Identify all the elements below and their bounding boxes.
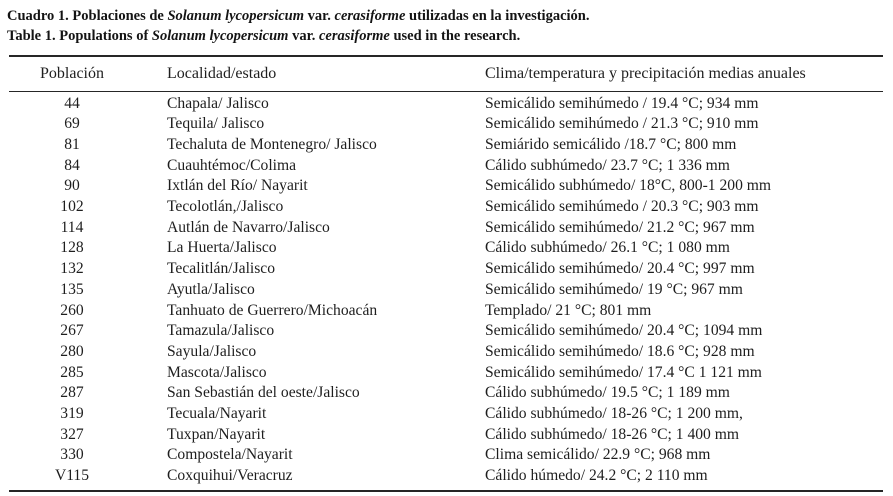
cell-climate: Cálido subhúmedo/ 18-26 °C; 1 200 mm,	[485, 405, 743, 423]
cell-locality: Chapala/ Jalisco	[167, 94, 269, 112]
cell-population: 287	[60, 384, 84, 402]
cell-population: 327	[60, 425, 84, 443]
cell-locality: Tecolotlán,/Jalisco	[167, 198, 284, 216]
cell-population: 285	[60, 363, 84, 381]
header-climate: Clima/temperatura y precipitación medias anuales	[485, 64, 806, 82]
table-row	[9, 259, 883, 280]
table-header	[9, 56, 883, 91]
cell-population: 267	[60, 322, 84, 340]
cell-locality: Compostela/Nayarit	[167, 446, 293, 464]
cell-population: 102	[60, 198, 84, 216]
cell-climate: Semiárido semicálido /18.7 °C; 800 mm	[485, 135, 737, 153]
table-row	[9, 404, 883, 425]
table-row	[9, 445, 883, 466]
cell-climate: Cálido húmedo/ 24.2 °C; 2 110 mm	[485, 467, 708, 485]
species-name-es: Solanum lycopersicum	[167, 8, 305, 24]
caption-es-var: var.	[304, 8, 335, 24]
table-row	[9, 466, 883, 491]
table-caption-es	[7, 6, 883, 26]
table-row	[9, 301, 883, 322]
cell-climate: Semicálido semihúmedo/ 18.6 °C; 928 mm	[485, 342, 755, 360]
cell-locality: Ixtlán del Río/ Nayarit	[167, 177, 308, 195]
cell-climate: Cálido subhúmedo/ 18-26 °C; 1 400 mm	[485, 425, 739, 443]
cell-climate: Semicálido semihúmedo/ 21.2 °C; 967 mm	[485, 218, 755, 236]
cell-climate: Semicálido semihúmedo/ 19 °C; 967 mm	[485, 280, 743, 298]
cell-climate: Semicálido semihúmedo / 20.3 °C; 903 mm	[485, 198, 759, 216]
cell-locality: Tuxpan/Nayarit	[167, 425, 266, 443]
table-row	[9, 114, 883, 135]
cell-climate: Semicálido semihúmedo/ 17.4 °C 1 121 mm	[485, 363, 762, 381]
cell-climate: Semicálido semihúmedo/ 20.4 °C; 1094 mm	[485, 322, 763, 340]
cell-population: 90	[64, 177, 80, 195]
cell-locality: Tequila/ Jalisco	[167, 115, 265, 133]
cell-climate: Templado/ 21 °C; 801 mm	[485, 301, 652, 319]
cell-climate: Semicálido subhúmedo/ 18°C, 800-1 200 mm	[485, 177, 772, 195]
table-row	[9, 280, 883, 301]
cell-population: 84	[64, 156, 80, 174]
populations-table-wrap	[9, 55, 883, 492]
cell-population: 114	[60, 218, 84, 236]
cell-locality: Techaluta de Montenegro/ Jalisco	[167, 135, 377, 153]
header-population: Población	[40, 64, 104, 82]
cell-population: 128	[60, 239, 84, 257]
table-row	[9, 425, 883, 446]
caption-es-text: Cuadro 1. Poblaciones de	[7, 8, 168, 24]
table-row	[9, 91, 883, 114]
table-caption-en	[7, 26, 883, 46]
cell-locality: Coxquihui/Veracruz	[167, 467, 293, 485]
cell-climate: Clima semicálido/ 22.9 °C; 968 mm	[485, 446, 711, 464]
table-row	[9, 383, 883, 404]
cell-locality: Tecuala/Nayarit	[167, 405, 267, 423]
variety-name-es: cerasiforme	[334, 8, 406, 24]
table-row	[9, 197, 883, 218]
table-row	[9, 176, 883, 197]
cell-locality: Tecalitlán/Jalisco	[167, 260, 276, 278]
cell-population: 319	[60, 405, 84, 423]
table-row	[9, 342, 883, 363]
cell-locality: San Sebastián del oeste/Jalisco	[167, 384, 360, 402]
cell-climate: Semicálido semihúmedo / 21.3 °C; 910 mm	[485, 115, 759, 133]
cell-climate: Semicálido semihúmedo/ 20.4 °C; 997 mm	[485, 260, 755, 278]
cell-population: 44	[64, 94, 80, 112]
header-row	[9, 56, 883, 91]
cell-locality: Mascota/Jalisco	[167, 363, 267, 381]
table-row	[9, 363, 883, 384]
cell-population: 132	[60, 260, 84, 278]
cell-climate: Cálido subhúmedo/ 23.7 °C; 1 336 mm	[485, 156, 730, 174]
caption-en-var: var.	[288, 28, 319, 44]
cell-population: 330	[60, 446, 84, 464]
species-name-en: Solanum lycopersicum	[151, 28, 289, 44]
table-row	[9, 156, 883, 177]
cell-population: 280	[60, 342, 84, 360]
cell-locality: Tanhuato de Guerrero/Michoacán	[167, 301, 378, 319]
cell-locality: Ayutla/Jalisco	[167, 280, 255, 298]
caption-es-tail: utilizadas en la investigación.	[405, 8, 590, 24]
populations-table	[9, 55, 883, 492]
cell-locality: Cuauhtémoc/Colima	[167, 156, 297, 174]
table-row	[9, 321, 883, 342]
header-locality: Localidad/estado	[167, 64, 277, 82]
table-row	[9, 238, 883, 259]
cell-locality: Sayula/Jalisco	[167, 342, 257, 360]
cell-population: V115	[54, 467, 90, 485]
cell-locality: Autlán de Navarro/Jalisco	[167, 218, 330, 236]
cell-population: 81	[64, 135, 80, 153]
variety-name-en: cerasiforme	[318, 28, 390, 44]
cell-population: 69	[64, 115, 80, 133]
caption-en-text: Table 1. Populations of	[7, 28, 152, 44]
caption-block	[7, 6, 883, 46]
table-body	[9, 91, 883, 491]
table-row	[9, 135, 883, 156]
cell-climate: Cálido subhúmedo/ 26.1 °C; 1 080 mm	[485, 239, 730, 257]
cell-locality: La Huerta/Jalisco	[167, 239, 277, 257]
cell-population: 135	[60, 280, 84, 298]
table-row	[9, 218, 883, 239]
cell-climate: Cálido subhúmedo/ 19.5 °C; 1 189 mm	[485, 384, 730, 402]
cell-locality: Tamazula/Jalisco	[167, 322, 275, 340]
cell-population: 260	[60, 301, 84, 319]
caption-en-tail: used in the research.	[389, 28, 521, 44]
cell-climate: Semicálido semihúmedo / 19.4 °C; 934 mm	[485, 94, 759, 112]
